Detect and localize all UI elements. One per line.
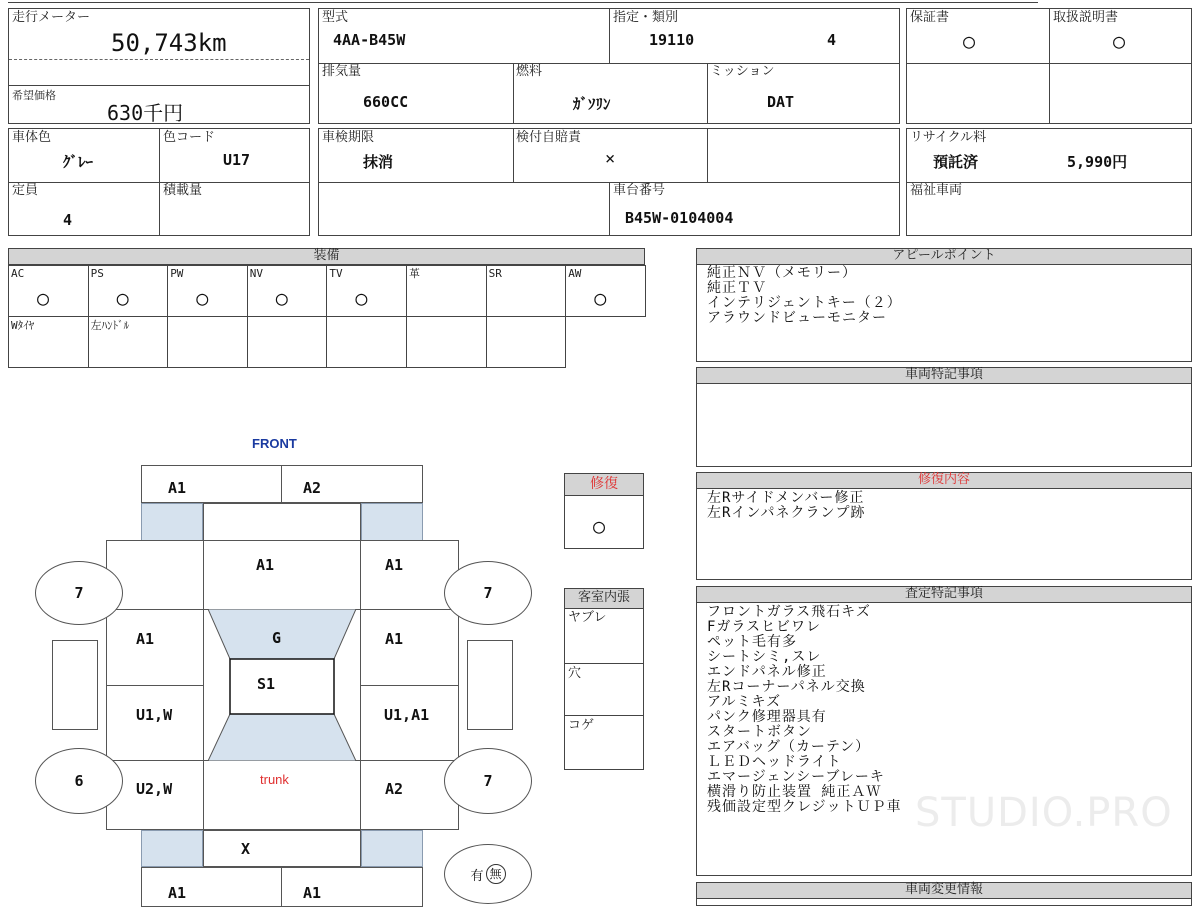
equipment-cell: [406, 265, 487, 317]
appeal-panel: [696, 248, 1192, 362]
code-quarter-left: U2,W: [136, 780, 173, 798]
repair-details-panel: [696, 472, 1192, 580]
transmission-value: DAT: [767, 93, 795, 111]
mileage-label: 走行メーター: [12, 10, 91, 25]
equipment-cell: [486, 316, 567, 368]
model-spec-block: [318, 8, 900, 124]
equipment-cell: [167, 265, 248, 317]
chassis-label: 車台番号: [613, 183, 666, 198]
code-roof: S1: [257, 675, 276, 693]
color-code-label: 色コード: [163, 130, 216, 145]
designation-label: 指定・類別: [613, 10, 679, 25]
equipment-cell-label: AC: [11, 267, 25, 280]
equipment-cell: [486, 265, 567, 317]
damage-diagram: [0, 430, 560, 900]
code-front-right: A2: [303, 479, 322, 497]
recycle-welfare-block: [906, 128, 1192, 236]
equipment-cell-mark: ○: [196, 286, 209, 310]
rear-glass-shape: [208, 714, 356, 761]
price-value: 630千円: [107, 101, 184, 125]
mileage-dashed-divider: [9, 59, 309, 60]
repair-box: [564, 473, 644, 549]
color-code-value: U17: [223, 151, 251, 169]
front-label: FRONT: [252, 436, 297, 451]
designation-value: 19110: [649, 31, 695, 49]
watermark: STUDIO.PRO: [915, 790, 1173, 836]
change-info-header: 車両変更情報: [697, 883, 1191, 899]
chassis-value: B45W-0104004: [625, 209, 734, 227]
equipment-cell-mark: ○: [275, 286, 288, 310]
welfare-label: 福祉車両: [910, 183, 963, 198]
equipment-cell: [247, 265, 328, 317]
model-label: 型式: [322, 10, 349, 25]
displacement-value: 660CC: [363, 93, 409, 111]
model-value: 4AA-B45W: [333, 31, 406, 49]
change-info-panel: [696, 882, 1192, 906]
corner-front-left: [141, 503, 203, 541]
code-door-right-rear: U1,A1: [384, 706, 430, 724]
code-windshield: G: [272, 629, 282, 647]
transmission-label: ミッション: [710, 64, 775, 79]
equipment-cell: [247, 316, 328, 368]
appeal-text: 純正ＮＶ（メモリー） 純正ＴＶ インテリジェントキー（２） アラウンドビューモニター: [707, 265, 902, 326]
wheel-front-right: 7: [444, 561, 532, 625]
interior-item-tear: ヤブレ: [568, 610, 607, 625]
equipment-block: [8, 248, 645, 370]
sill-left: [52, 640, 98, 730]
color-value: ｸﾞﾚｰ: [63, 153, 94, 171]
category-value: 4: [827, 31, 837, 49]
special-notes-panel: [696, 367, 1192, 467]
equipment-cell: [88, 265, 169, 317]
rear-center-panel: [203, 830, 361, 867]
inspection-label: 車検期限: [322, 130, 375, 145]
trunk-panel: [203, 760, 361, 830]
corner-rear-left: [141, 830, 203, 867]
code-fender-right-front: A1: [385, 556, 404, 574]
code-door-right-front: A1: [385, 630, 404, 648]
equipment-cell: [326, 316, 407, 368]
fuel-label: 燃料: [516, 64, 543, 79]
capacity-value: 4: [63, 211, 73, 229]
inspection-value: 抹消: [363, 153, 394, 171]
code-rear-right: A1: [303, 884, 322, 902]
door-left-front: [106, 609, 204, 686]
repair-details-header: 修復内容: [697, 473, 1191, 489]
corner-rear-right: [361, 830, 423, 867]
displacement-label: 排気量: [322, 64, 362, 79]
repair-details-text: 左Rサイドメンバー修正 左Rインパネクランプ跡: [707, 490, 866, 521]
repair-mark: ○: [593, 514, 606, 538]
roof-shape: [230, 659, 334, 714]
wheel-rear-right: 7: [444, 748, 532, 814]
price-divider: [9, 85, 309, 86]
equipment-cell-label: NV: [249, 267, 264, 280]
color-label: 車体色: [12, 130, 52, 145]
equipment-cell-label: AW: [568, 267, 582, 280]
capacity-label: 定員: [12, 183, 39, 198]
equipment-cell-label: 革: [409, 267, 420, 280]
appraisal-header: 査定特記事項: [697, 587, 1191, 603]
interior-header: 客室内張: [565, 589, 643, 609]
appeal-header: アピールポイント: [697, 249, 1191, 265]
color-capacity-block: [8, 128, 310, 236]
code-quarter-right: A2: [385, 780, 404, 798]
corner-front-right: [361, 503, 423, 541]
spare-mark: 無: [486, 864, 506, 884]
equipment-cell: [88, 316, 169, 368]
warranty-label: 保証書: [910, 10, 950, 25]
code-hood: A1: [256, 556, 275, 574]
windshield-shape: [208, 609, 356, 659]
interior-item-burn: コゲ: [568, 718, 595, 733]
fuel-value: ｶﾞｿﾘﾝ: [573, 95, 611, 113]
mileage-price-block: [8, 8, 310, 124]
repair-header: 修復: [565, 474, 643, 496]
equipment-cell-label: PW: [170, 267, 184, 280]
equipment-cell: [8, 316, 89, 368]
equipment-cell-label: TV: [329, 267, 343, 280]
code-door-left-front: A1: [136, 630, 155, 648]
equipment-cell: [406, 316, 487, 368]
interior-item-hole: 穴: [568, 666, 582, 681]
equipment-header: 装備: [8, 248, 645, 265]
spare-tire: [444, 844, 532, 904]
door-right-front: [360, 609, 459, 686]
price-label: 希望価格: [12, 89, 56, 102]
hood: [203, 540, 361, 610]
spare-label: 有: [470, 868, 484, 884]
code-front-left: A1: [168, 479, 187, 497]
equipment-cell-mark: ○: [594, 286, 607, 310]
equipment-cell-label: 左ﾊﾝﾄﾞﾙ: [90, 319, 130, 332]
insurance-label: 検付自賠責: [516, 130, 582, 145]
equipment-cell: [326, 265, 407, 317]
equipment-cell: [8, 265, 89, 317]
sill-right: [467, 640, 513, 730]
inspection-chassis-block: [318, 128, 900, 236]
mileage-value: 50,743km: [111, 29, 227, 57]
trunk-label: trunk: [260, 772, 289, 787]
code-door-left-rear: U1,W: [136, 706, 173, 724]
manual-label: 取扱説明書: [1053, 10, 1119, 25]
code-rear-left: A1: [168, 884, 187, 902]
panel-front-left: [141, 465, 282, 503]
warranty-value: ○: [963, 29, 976, 53]
quarter-right: [360, 760, 459, 830]
wheel-rear-left: 6: [35, 748, 123, 814]
equipment-cell: [167, 316, 248, 368]
equipment-cell-mark: ○: [355, 286, 368, 310]
panel-rear-left: [141, 867, 282, 907]
equipment-cell-label: Wﾀｲﾔ: [11, 319, 35, 332]
wheel-front-left: 7: [35, 561, 123, 625]
appraisal-text: フロントガラス飛石キズ Fガラスヒビワレ ペット毛有多 シートシミ,スレ エンドパネル修正 左Rコーナーパネル交換 アルミキズ パンク修理器具有 スタートボタン エアバッグ（カーテン） ＬＥＤヘッドライト エマージェンシーブレーキ 横滑り防止装置 純正ＡＷ 残価設定型クレジットＵＰ車: [707, 604, 902, 815]
interior-box: [564, 588, 644, 770]
recycle-status: 預託済: [933, 153, 979, 171]
load-label: 積載量: [163, 183, 203, 198]
special-notes-header: 車両特記事項: [697, 368, 1191, 384]
equipment-cell-mark: ○: [37, 286, 50, 310]
documents-block: [906, 8, 1192, 124]
equipment-cell-mark: ○: [116, 286, 129, 310]
cabin-svg: [203, 609, 361, 761]
manual-value: ○: [1113, 29, 1126, 53]
insurance-value: ×: [605, 149, 616, 169]
equipment-cell-label: SR: [488, 267, 502, 280]
recycle-amount: 5,990円: [1067, 153, 1128, 171]
top-edge-line: [8, 2, 1038, 3]
hood-top: [203, 503, 361, 541]
code-rear-center: X: [241, 840, 251, 858]
recycle-label: リサイクル料: [910, 130, 987, 145]
equipment-cell-label: PS: [90, 267, 104, 280]
equipment-cell: [565, 265, 646, 317]
